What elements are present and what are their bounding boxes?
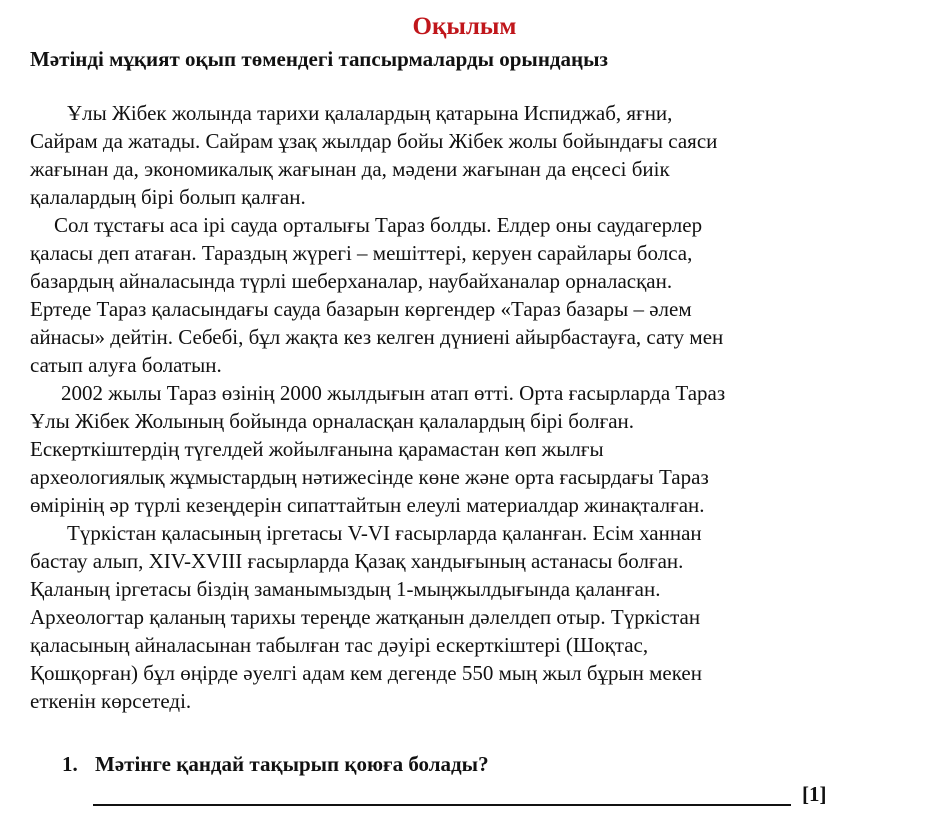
passage-line: қаласының айналасынан табылған тас дәуірі ескерткіштері (Шоқтас, — [30, 633, 649, 657]
reading-passage — [30, 99, 910, 715]
passage-line: Сайрам да жатады. Сайрам ұзақ жылдар бойы Жібек жолы бойындағы саяси — [30, 129, 718, 153]
passage-line: Ертеде Тараз қаласындағы сауда базарын көргендер «Тараз базары – әлем — [30, 297, 692, 321]
passage-line: Ұлы Жібек Жолының бойында орналасқан қалалардың бірі болған. — [30, 409, 635, 433]
question-1 — [62, 750, 489, 778]
passage-line: айнасы» дейтін. Себебі, бұл жақта кез келген дүниені айырбастауға, сату мен — [30, 325, 724, 349]
answer-row — [93, 780, 853, 808]
question-number: 1. — [62, 752, 78, 776]
passage-line: базардың айналасында түрлі шеберханалар, наубайханалар орналасқан. — [30, 269, 673, 293]
answer-blank-line[interactable] — [93, 804, 791, 806]
section-title: Оқылым — [412, 13, 517, 40]
passage-line: Археологтар қаланың тарихы тереңде жатқанын дәлелдеп отыр. Түркістан — [30, 605, 701, 629]
passage-line: Қаланың іргетасы біздің заманымыздың 1-мыңжылдығында қаланған. — [30, 577, 661, 601]
passage-line: археологиялық жұмыстардың нәтижесінде көне және орта ғасырдағы Тараз — [30, 465, 709, 489]
question-mark-value: [1] — [802, 782, 827, 806]
passage-line: Қошқорған) бұл өңірде әуелгі адам кем дегенде 550 мың жыл бұрын мекен — [30, 661, 702, 685]
passage-line: сатып алуға болатын. — [30, 353, 222, 377]
task-instruction: Мәтінді мұқият оқып төмендегі тапсырмаларды орындаңыз — [30, 47, 608, 71]
passage-line: Түркістан қаласының іргетасы V-VI ғасырларда қаланған. Есім ханнан — [67, 521, 702, 545]
passage-line: қалалардың бірі болып қалған. — [30, 185, 306, 209]
passage-line: қаласы деп атаған. Тараздың жүрегі – мешіттері, керуен сарайлары болса, — [30, 241, 693, 265]
passage-line: жағынан да, экономикалық жағынан да, мәдени жағынан да еңсесі биік — [30, 157, 670, 181]
passage-line: Ұлы Жібек жолында тарихи қалалардың қатарына Испиджаб, яғни, — [67, 101, 673, 125]
passage-line: Ескерткіштердің түгелдей жойылғанына қарамастан көп жылғы — [30, 437, 604, 461]
passage-line: 2002 жылы Тараз өзінің 2000 жылдығын атап өтті. Орта ғасырларда Тараз — [61, 381, 726, 405]
passage-line: Сол тұстағы аса ірі сауда орталығы Тараз болды. Елдер оны саудагерлер — [54, 213, 703, 237]
passage-line: еткенін көрсетеді. — [30, 689, 192, 713]
passage-line: өмірінің әр түрлі кезеңдерін сипаттайтын елеулі материалдар жинақталған. — [30, 493, 705, 517]
question-text: Мәтінге қандай тақырып қоюға болады? — [95, 752, 489, 776]
passage-line: бастау алып, XIV-XVIII ғасырларда Қазақ хандығының астанасы болған. — [30, 549, 684, 573]
